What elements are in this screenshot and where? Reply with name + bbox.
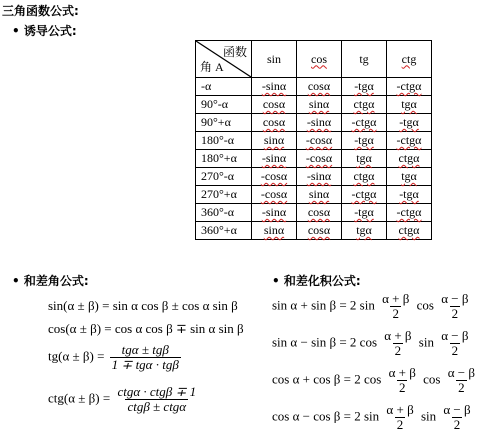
col-header-text: ctg xyxy=(401,51,417,66)
value-text: tgα xyxy=(401,97,417,111)
value-text: tgα xyxy=(401,169,417,183)
page-title: 三角函数公式: xyxy=(2,4,79,18)
table-row xyxy=(196,186,432,204)
fraction xyxy=(439,329,470,358)
value-text: cosα xyxy=(262,97,286,111)
fraction-numerator: α + β xyxy=(384,328,412,343)
fraction-denominator: 2 xyxy=(392,306,399,321)
sum-diff-heading-text: 和差角公式: xyxy=(23,274,89,288)
table-header-row xyxy=(196,41,432,78)
value-cell xyxy=(297,204,342,222)
value-cell xyxy=(297,150,342,168)
value-text: cosα xyxy=(307,223,331,237)
value-text: -tgα xyxy=(354,205,374,219)
value-text: -tgα xyxy=(354,79,374,93)
col-header-text: cos xyxy=(311,51,327,66)
value-text: -ctgα xyxy=(351,187,377,201)
value-cell xyxy=(252,222,297,240)
value-cell xyxy=(252,168,297,186)
value-text: ctgα xyxy=(398,223,420,237)
value-cell xyxy=(297,186,342,204)
formula-mid: sin xyxy=(420,408,437,424)
angle-cell: -α xyxy=(196,78,252,96)
value-cell xyxy=(252,78,297,96)
value-text: sinα xyxy=(263,223,285,237)
formula-lhs: cos α − cos β = 2 sin xyxy=(272,408,380,424)
fraction xyxy=(110,343,181,372)
col-header xyxy=(297,41,342,78)
sum-diff-heading xyxy=(12,272,89,289)
value-text: -ctgα xyxy=(351,115,377,129)
fraction-denominator: 2 xyxy=(453,417,461,432)
table-row xyxy=(196,114,432,132)
value-text: sinα xyxy=(308,187,330,201)
induction-heading-text: 诱导公式: xyxy=(23,24,77,38)
value-text: -sinα xyxy=(261,205,287,219)
value-text: -sinα xyxy=(306,115,332,129)
formula-cos-sum: cos(α ± β) = cos α cos β ∓ sin α sin β xyxy=(48,321,244,336)
formula-sin-plus-sin xyxy=(272,292,472,321)
table-row xyxy=(196,150,432,168)
formula-sin-sum: sin(α ± β) = sin α cos β ± cos α sin β xyxy=(48,298,238,313)
col-header: tg xyxy=(342,41,387,78)
fraction xyxy=(387,366,418,395)
angle-cell: 360°+α xyxy=(196,222,252,240)
fraction-denominator: 2 xyxy=(451,306,459,321)
angle-cell: 90°-α xyxy=(196,96,252,114)
value-text: sinα xyxy=(308,97,330,111)
value-cell xyxy=(387,186,432,204)
angle-cell: 360°-α xyxy=(196,204,252,222)
fraction xyxy=(439,292,470,321)
formula-lhs: tg(α ± β) = xyxy=(48,348,105,364)
formula-lhs: ctg(α ± β) = xyxy=(48,390,111,406)
value-cell xyxy=(342,150,387,168)
value-text: cosα xyxy=(307,205,331,219)
fraction xyxy=(380,292,411,321)
value-cell xyxy=(252,96,297,114)
formula-sin-minus-sin xyxy=(272,329,472,358)
table-row xyxy=(196,204,432,222)
col-header: sin xyxy=(252,41,297,78)
induction-table xyxy=(195,40,432,240)
value-text: tgα xyxy=(356,151,372,165)
table-row xyxy=(196,132,432,150)
induction-heading xyxy=(12,22,77,39)
value-text: -sinα xyxy=(261,151,287,165)
bullet: • xyxy=(12,24,20,38)
value-cell xyxy=(342,168,387,186)
fraction-numerator: α + β xyxy=(382,291,410,306)
value-cell xyxy=(342,114,387,132)
value-cell xyxy=(297,114,342,132)
value-text: -ctgα xyxy=(396,205,422,219)
value-cell xyxy=(252,114,297,132)
fraction-denominator: 2 xyxy=(396,417,404,432)
value-text: ctgα xyxy=(353,97,375,111)
value-cell xyxy=(297,222,342,240)
value-text: ctgα xyxy=(398,151,420,165)
formula-cos-plus-cos xyxy=(272,366,479,395)
value-text: -cosα xyxy=(260,187,288,201)
value-text: -tgα xyxy=(354,133,374,147)
fraction-numerator: ctgα · ctgβ ∓ 1 xyxy=(117,384,197,399)
value-text: -cosα xyxy=(305,133,333,147)
value-cell xyxy=(297,78,342,96)
value-cell xyxy=(387,204,432,222)
angle-cell: 270°+α xyxy=(196,186,252,204)
value-cell xyxy=(252,132,297,150)
value-text: ctgα xyxy=(353,169,375,183)
value-text: cosα xyxy=(262,115,286,129)
table-corner-cell xyxy=(196,41,252,78)
formula-lhs: cos α + cos β = 2 cos xyxy=(272,371,382,387)
bullet: • xyxy=(272,274,280,288)
value-cell xyxy=(252,186,297,204)
fraction-numerator: α − β xyxy=(447,365,475,380)
value-cell xyxy=(252,150,297,168)
value-text: -cosα xyxy=(260,169,288,183)
fraction-numerator: α + β xyxy=(388,365,416,380)
value-text: -ctgα xyxy=(396,79,422,93)
formula-lhs: sin α − sin β = 2 cos xyxy=(272,334,378,350)
value-text: -sinα xyxy=(261,79,287,93)
col-header xyxy=(387,41,432,78)
fraction xyxy=(446,366,477,395)
table-row xyxy=(196,222,432,240)
angle-cell: 180°+α xyxy=(196,150,252,168)
formula-tg-sum xyxy=(48,343,183,372)
fraction xyxy=(384,403,415,432)
value-cell xyxy=(342,132,387,150)
fraction-numerator: α − β xyxy=(441,291,469,306)
fraction-denominator: 1 ∓ tgα · tgβ xyxy=(111,357,179,372)
value-cell xyxy=(297,168,342,186)
fraction xyxy=(382,329,413,358)
fraction-denominator: 2 xyxy=(398,380,406,395)
fraction-denominator: 2 xyxy=(458,380,465,395)
table-row xyxy=(196,96,432,114)
value-cell xyxy=(387,222,432,240)
value-cell xyxy=(342,78,387,96)
bullet: • xyxy=(12,274,20,288)
value-text: -sinα xyxy=(306,169,332,183)
value-text: -tgα xyxy=(399,187,419,201)
angle-cell: 90°+α xyxy=(196,114,252,132)
fraction-denominator: 2 xyxy=(394,343,402,358)
table-row xyxy=(196,168,432,186)
fraction-denominator: ctgβ ± ctgα xyxy=(127,399,187,414)
value-text: -cosα xyxy=(305,151,333,165)
value-text: sinα xyxy=(263,133,285,147)
value-cell xyxy=(252,204,297,222)
value-text: cosα xyxy=(307,79,331,93)
value-cell xyxy=(387,168,432,186)
corner-bottom-label: 角 A xyxy=(200,60,224,74)
fraction-numerator: α − β xyxy=(441,328,469,343)
value-cell xyxy=(297,132,342,150)
sum-to-product-heading-text: 和差化积公式: xyxy=(283,274,361,288)
fraction-denominator: 2 xyxy=(451,343,459,358)
formula-mid: cos xyxy=(423,371,441,387)
value-cell xyxy=(387,132,432,150)
value-cell xyxy=(387,114,432,132)
value-cell xyxy=(342,96,387,114)
value-cell xyxy=(297,96,342,114)
formula-mid: sin xyxy=(418,334,434,350)
formula-mid: cos xyxy=(416,297,434,313)
formula-cos-minus-cos xyxy=(272,403,475,432)
value-cell xyxy=(342,186,387,204)
value-text: -tgα xyxy=(399,115,419,129)
fraction-numerator: α − β xyxy=(443,402,471,417)
angle-cell: 180°-α xyxy=(196,132,252,150)
fraction-numerator: tgα ± tgβ xyxy=(121,342,169,357)
fraction-numerator: α + β xyxy=(386,402,414,417)
value-text: -ctgα xyxy=(396,133,422,147)
sum-to-product-heading xyxy=(272,272,361,289)
value-cell xyxy=(342,222,387,240)
fraction xyxy=(115,385,198,414)
fraction xyxy=(441,403,472,432)
value-cell xyxy=(342,204,387,222)
angle-cell: 270°-α xyxy=(196,168,252,186)
value-text: tgα xyxy=(356,223,372,237)
corner-top-label: 函数 xyxy=(222,45,247,59)
value-cell xyxy=(387,96,432,114)
formula-lhs: sin α + sin β = 2 sin xyxy=(272,297,375,313)
formula-ctg-sum xyxy=(48,385,200,414)
table-row xyxy=(196,78,432,96)
value-cell xyxy=(387,150,432,168)
value-cell xyxy=(387,78,432,96)
